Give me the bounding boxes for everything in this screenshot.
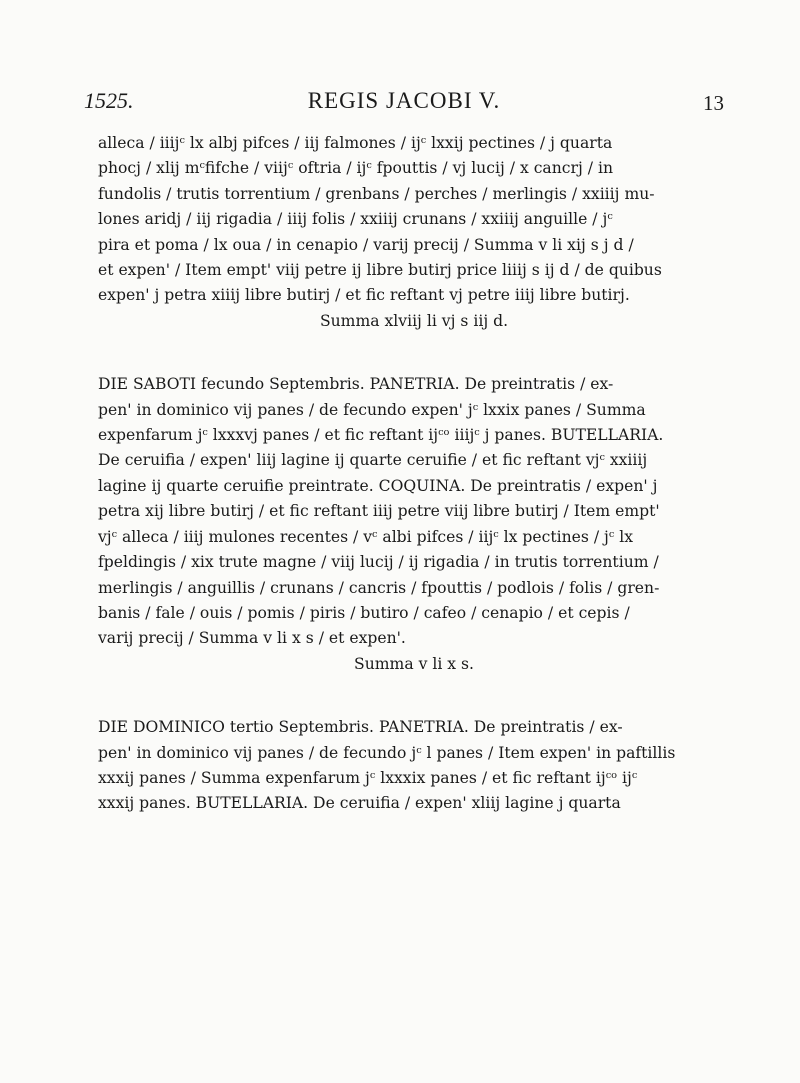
- text-line: fpeldingis / xix trute magne / viij lucij / ij rigadia / in trutis torrentium /: [98, 553, 659, 572]
- page-year: 1525.: [84, 88, 134, 113]
- text-line: pira et poma / lx oua / in cenapio / varij precij / Summa v li xij s j d /: [98, 235, 634, 254]
- entry-die-saboti: [98, 372, 730, 677]
- text-line: expenfarum jᶜ lxxxvj panes / et fic reftant ijᶜᵒ iiijᶜ j panes. BUTELLARIA.: [98, 426, 664, 445]
- text-line: DIE DOMINICO tertio Septembris. PANETRIA. De preintratis / ex-: [98, 718, 623, 737]
- section-total: Summa v li x s.: [354, 654, 474, 673]
- text-line: vjᶜ alleca / iiij mulones recentes / vᶜ albi pifces / iijᶜ lx pectines / jᶜ lx: [98, 527, 633, 546]
- text-line: varij precij / Summa v li x s / et expen'.: [98, 629, 406, 648]
- text-line: fundolis / trutis torrentium / grenbans / perches / merlingis / xxiiij mu-: [98, 184, 655, 203]
- text-line: phocj / xlij mᶜfifche / viijᶜ oftria / ijᶜ fpouttis / vj lucij / x cancrj / in: [98, 159, 613, 178]
- text-line: xxxij panes. BUTELLARIA. De ceruifia / expen' xliij lagine j quarta: [98, 794, 621, 813]
- text-line: alleca / iiijᶜ lx albj pifces / iij falmones / ijᶜ lxxij pectines / j quarta: [98, 134, 613, 152]
- text-line: De ceruifia / expen' liij lagine ij quarte ceruifie / et fic reftant vjᶜ xxiiij: [98, 451, 648, 470]
- text-line: DIE SABOTI fecundo Septembris. PANETRIA. De preintratis / ex-: [98, 375, 614, 394]
- text-line: xxxij panes / Summa expenfarum jᶜ lxxxix panes / et fic reftant ijᶜᵒ ijᶜ: [98, 768, 638, 787]
- text-line: expen' j petra xiiij libre butirj / et fic reftant vj petre iiij libre butirj.: [98, 286, 630, 305]
- text-line: et expen' / Item empt' viij petre ij libre butirj price liiij s ij d / de quibus: [98, 261, 662, 280]
- section-gap: [98, 677, 730, 715]
- entry-first-section: [98, 131, 730, 334]
- page-number: 13: [703, 91, 724, 115]
- text-line: petra xij libre butirj / et fic reftant iiij petre viij libre butirj / Item empt': [98, 502, 660, 521]
- entry-die-dominico: [98, 715, 730, 817]
- text-line: lones aridj / iij rigadia / iiij folis / xxiiij crunans / xxiiij anguille / jᶜ: [98, 210, 613, 229]
- running-head: [84, 88, 724, 118]
- section-gap: [98, 334, 730, 372]
- body-text: [98, 131, 730, 817]
- text-line: banis / fale / ouis / pomis / piris / butiro / cafeo / cenapio / et cepis /: [98, 603, 630, 622]
- text-line: pen' in dominico vij panes / de fecundo jᶜ l panes / Item expen' in paftillis: [98, 743, 676, 762]
- section-total: Summa xlviij li vj s iij d.: [319, 311, 509, 330]
- text-line: merlingis / anguillis / crunans / cancris / fpouttis / podlois / folis / gren-: [98, 578, 660, 597]
- running-title: REGIS JACOBI V.: [307, 88, 501, 113]
- text-line: pen' in dominico vij panes / de fecundo expen' jᶜ lxxix panes / Summa: [98, 400, 646, 419]
- text-line: lagine ij quarte ceruifie preintrate. COQUINA. De preintratis / expen' j: [98, 476, 658, 495]
